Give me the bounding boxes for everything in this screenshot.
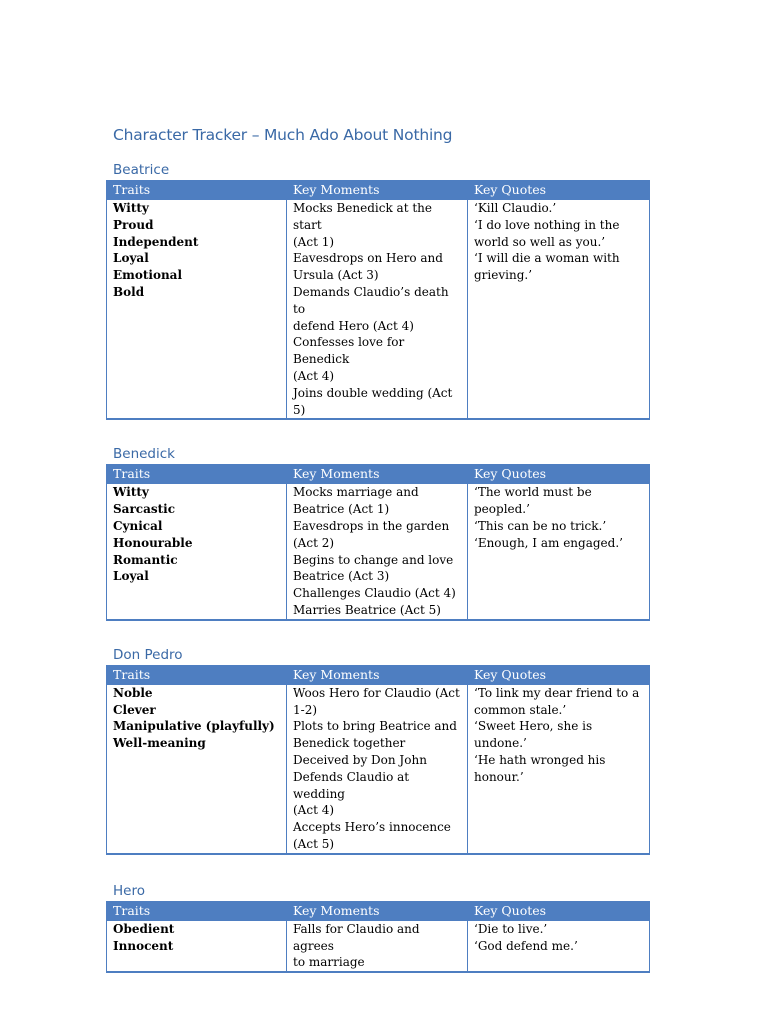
key-moment-item: Mocks Benedick at the start bbox=[293, 201, 432, 232]
key-quotes-column-header: Key Quotes bbox=[468, 181, 650, 200]
key-quote-item: honour.’ bbox=[474, 769, 524, 784]
trait-item: Witty bbox=[113, 201, 149, 215]
key-quote-item: peopled.’ bbox=[474, 502, 530, 517]
trait-item: Emotional bbox=[113, 268, 183, 283]
key-quote-item: ‘Die to live.’ bbox=[474, 921, 548, 936]
key-moment-item: defend Hero (Act 4) bbox=[293, 318, 414, 333]
table-header-row bbox=[107, 181, 650, 200]
trait-item: Manipulative (playfully) bbox=[113, 719, 275, 734]
trait-item: Independent bbox=[113, 234, 199, 249]
table-header-row bbox=[107, 665, 650, 684]
key-moment-item: Confesses love for Benedick bbox=[293, 335, 405, 367]
key-quote-item: grieving.’ bbox=[474, 268, 533, 283]
traits-column-header: Traits bbox=[107, 901, 287, 920]
key-moment-item: 5) bbox=[293, 402, 306, 417]
trait-item: Cynical bbox=[113, 518, 163, 533]
key-moment-item: Mocks marriage and bbox=[293, 485, 419, 500]
key-moment-item: Benedick together bbox=[293, 736, 406, 751]
character-heading: Don Pedro bbox=[113, 646, 183, 663]
trait-item: Bold bbox=[113, 284, 145, 299]
key-moment-item: Eavesdrops on Hero and bbox=[293, 251, 443, 266]
key-moment-item: Beatrice (Act 3) bbox=[293, 569, 390, 584]
traits-cell bbox=[107, 200, 287, 420]
key-moments-column-header: Key Moments bbox=[287, 181, 468, 200]
key-quotes-cell bbox=[468, 200, 650, 420]
key-quotes-cell bbox=[468, 920, 650, 972]
table-row bbox=[107, 484, 650, 620]
traits-column-header: Traits bbox=[107, 465, 287, 484]
key-quotes-column-header: Key Quotes bbox=[468, 465, 650, 484]
key-moment-item: 1-2) bbox=[293, 702, 318, 717]
key-quote-item: ‘God defend me.’ bbox=[474, 938, 578, 953]
character-heading: Benedick bbox=[113, 446, 175, 463]
key-moment-item: Challenges Claudio (Act 4) bbox=[293, 586, 456, 601]
trait-item: Clever bbox=[113, 702, 156, 717]
key-quote-item: ‘This can be no trick.’ bbox=[474, 518, 607, 533]
key-moment-item: Ursula (Act 3) bbox=[293, 268, 379, 283]
table-row bbox=[107, 200, 650, 420]
key-quotes-column-header: Key Quotes bbox=[468, 901, 650, 920]
character-table bbox=[106, 665, 650, 855]
key-moment-item: (Act 5) bbox=[293, 836, 335, 851]
character-heading: Beatrice bbox=[113, 162, 170, 178]
key-moment-item: Defends Claudio at wedding bbox=[293, 769, 410, 801]
key-quote-item: ‘Sweet Hero, she is undone.’ bbox=[474, 719, 593, 751]
key-moments-column-header: Key Moments bbox=[287, 901, 468, 920]
character-table bbox=[106, 180, 650, 420]
key-moment-item: Joins double wedding (Act bbox=[293, 385, 453, 400]
key-moment-item: (Act 4) bbox=[293, 368, 335, 383]
trait-item: Obedient bbox=[113, 921, 175, 936]
character-sections bbox=[106, 146, 649, 973]
key-quote-item: common stale.’ bbox=[474, 702, 567, 717]
trait-item: Sarcastic bbox=[113, 502, 176, 517]
key-moment-item: Accepts Hero’s innocence bbox=[293, 820, 451, 835]
key-moments-column-header: Key Moments bbox=[287, 665, 468, 684]
key-moment-item: Falls for Claudio and agrees bbox=[293, 921, 420, 953]
key-quotes-column-header: Key Quotes bbox=[468, 665, 650, 684]
key-quote-item: ‘He hath wronged his bbox=[474, 752, 606, 767]
key-moment-item: (Act 1) bbox=[293, 234, 335, 249]
character-table bbox=[106, 464, 650, 620]
key-quotes-cell bbox=[468, 484, 650, 620]
table-header-row bbox=[107, 465, 650, 484]
key-moment-item: to marriage bbox=[293, 955, 365, 970]
key-moment-item: Eavesdrops in the garden bbox=[293, 518, 450, 533]
key-quote-item: ‘Enough, I am engaged.’ bbox=[474, 535, 623, 550]
character-table bbox=[106, 901, 650, 973]
trait-item: Loyal bbox=[113, 569, 149, 584]
trait-item: Noble bbox=[113, 685, 153, 700]
key-quotes-cell bbox=[468, 684, 650, 853]
key-moment-item: (Act 4) bbox=[293, 803, 335, 818]
document-page bbox=[106, 124, 649, 973]
key-quote-item: ‘I will die a woman with bbox=[474, 251, 620, 266]
trait-item: Loyal bbox=[113, 251, 149, 266]
trait-item: Honourable bbox=[113, 535, 193, 550]
trait-item: Innocent bbox=[113, 938, 174, 953]
page-title: Character Tracker – Much Ado About Nothing bbox=[113, 126, 453, 144]
trait-item: Witty bbox=[113, 485, 149, 500]
key-moment-item: Begins to change and love bbox=[293, 552, 454, 567]
key-moment-item: Woos Hero for Claudio (Act bbox=[293, 685, 460, 700]
key-moment-item: Deceived by Don John bbox=[293, 752, 427, 767]
traits-cell bbox=[107, 920, 287, 972]
traits-column-header: Traits bbox=[107, 181, 287, 200]
key-moment-item: Plots to bring Beatrice and bbox=[293, 719, 457, 734]
table-row bbox=[107, 684, 650, 853]
key-quote-item: ‘The world must be bbox=[474, 485, 592, 500]
key-quote-item: world so well as you.’ bbox=[474, 234, 606, 249]
table-header-row bbox=[107, 901, 650, 920]
table-row bbox=[107, 920, 650, 972]
key-moment-item: (Act 2) bbox=[293, 535, 335, 550]
traits-cell bbox=[107, 484, 287, 620]
key-quote-item: ‘To link my dear friend to a bbox=[474, 685, 640, 700]
key-moments-cell bbox=[287, 920, 468, 972]
traits-cell bbox=[107, 684, 287, 853]
key-quote-item: ‘Kill Claudio.’ bbox=[474, 201, 557, 215]
trait-item: Romantic bbox=[113, 552, 178, 567]
key-moments-cell bbox=[287, 684, 468, 853]
key-moments-cell bbox=[287, 484, 468, 620]
key-moment-item: Marries Beatrice (Act 5) bbox=[293, 602, 441, 617]
trait-item: Well-meaning bbox=[113, 736, 206, 751]
trait-item: Proud bbox=[113, 217, 154, 232]
key-moment-item: Beatrice (Act 1) bbox=[293, 502, 390, 517]
key-moments-cell bbox=[287, 200, 468, 420]
traits-column-header: Traits bbox=[107, 665, 287, 684]
character-heading: Hero bbox=[113, 882, 145, 899]
key-moment-item: Demands Claudio’s death to bbox=[293, 284, 449, 316]
key-moments-column-header: Key Moments bbox=[287, 465, 468, 484]
key-quote-item: ‘I do love nothing in the bbox=[474, 217, 620, 232]
